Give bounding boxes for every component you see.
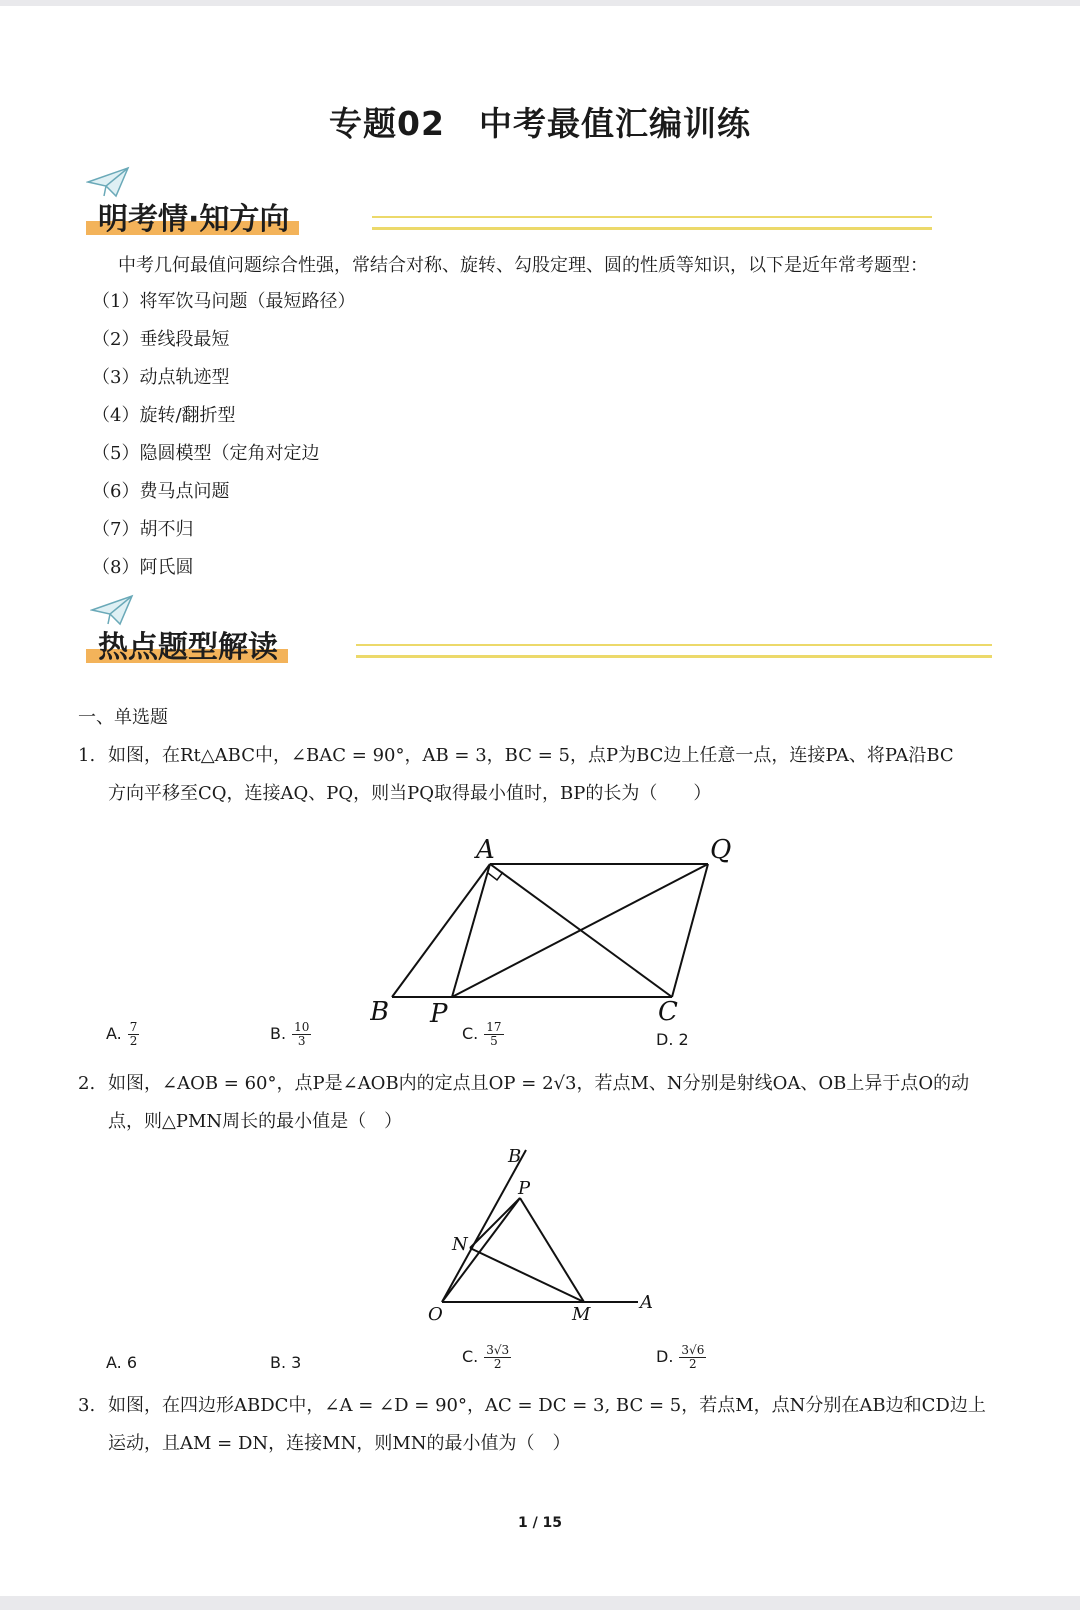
heading-rule [372, 216, 932, 230]
figure-label: M [572, 1304, 591, 1324]
list-item: （1）将军饮马问题（最短路径） [92, 291, 356, 312]
document-page [0, 6, 1080, 1596]
question-2-text-line2: 点，则△PMN周长的最小值是（ ） [108, 1111, 403, 1132]
figure-label: N [452, 1234, 468, 1255]
question-1-text-line2: 方向平移至CQ，连接AQ、PQ，则当PQ取得最小值时，BP的长为（ ） [108, 783, 712, 804]
figure-label: O [428, 1304, 443, 1324]
list-item: （2）垂线段最短 [92, 329, 230, 350]
list-item: （7）胡不归 [92, 519, 194, 540]
figure-label: A [640, 1292, 653, 1313]
list-item: （4）旋转/翻折型 [92, 405, 236, 426]
list-item: （3）动点轨迹型 [92, 367, 230, 388]
question-1-text-line1: 如图，在Rt△ABC中，∠BAC = 90°，AB = 3，BC = 5，点P为BC边上任意一点，连接PA、将PA沿BC [108, 745, 954, 766]
section-heading-exam-overview: 明考情·知方向 [86, 200, 299, 240]
figure-label: A [476, 835, 495, 865]
section-heading-hot-topics: 热点题型解读 [86, 628, 288, 668]
question-number: 2. [78, 1073, 96, 1094]
paper-plane-icon [86, 166, 130, 200]
list-item: （5）隐圆模型（定角对定边 [92, 443, 320, 464]
heading-rule [356, 644, 992, 658]
option-d[interactable]: D. $\frac{3√6}{2}$ [656, 1343, 705, 1371]
list-item: （8）阿氏圆 [92, 557, 194, 578]
question-2-figure [420, 1144, 680, 1324]
question-3-text-line2: 运动，且AM = DN，连接MN，则MN的最小值为（ ） [108, 1433, 571, 1454]
figure-label: B [370, 997, 390, 1024]
list-item: （6）费马点问题 [92, 481, 230, 502]
question-2-text-line1: 如图，∠AOB = 60°，点P是∠AOB内的定点且OP = 2√3，若点M、N分别是射线OA、OB上异于点O的动 [108, 1073, 970, 1094]
figure-label: B [508, 1146, 522, 1167]
option-b[interactable]: B. 3 [270, 1353, 302, 1372]
option-a[interactable]: A. $\frac{7}{2}$ [106, 1020, 138, 1048]
page-title: 专题02 中考最值汇编训练 [329, 104, 751, 143]
option-d[interactable]: D. 2 [656, 1030, 689, 1049]
paper-plane-icon [90, 594, 134, 628]
option-c[interactable]: C. $\frac{17}{5}$ [462, 1020, 502, 1048]
figure-label: Q [710, 835, 732, 865]
question-3-text-line1: 如图，在四边形ABDC中，∠A = ∠D = 90°，AC = DC = 3, BC = 5，若点M，点N分别在AB边和CD边上 [108, 1395, 986, 1416]
figure-label: P [518, 1178, 531, 1199]
figure-label: P [430, 999, 448, 1024]
question-1-figure [370, 824, 750, 1024]
option-c[interactable]: C. $\frac{3√3}{2}$ [462, 1343, 510, 1371]
intro-paragraph: 中考几何最值问题综合性强，常结合对称、旋转、勾股定理、圆的性质等知识，以下是近年常考题型： [118, 255, 928, 276]
option-a[interactable]: A. 6 [106, 1353, 138, 1372]
figure-label: C [658, 997, 678, 1024]
question-number: 1. [78, 745, 96, 766]
question-number: 3. [78, 1395, 96, 1416]
page-number: 1 / 15 [517, 1515, 563, 1531]
option-b[interactable]: B. $\frac{10}{3}$ [270, 1020, 310, 1048]
subsection-heading: 一、单选题 [78, 707, 168, 728]
